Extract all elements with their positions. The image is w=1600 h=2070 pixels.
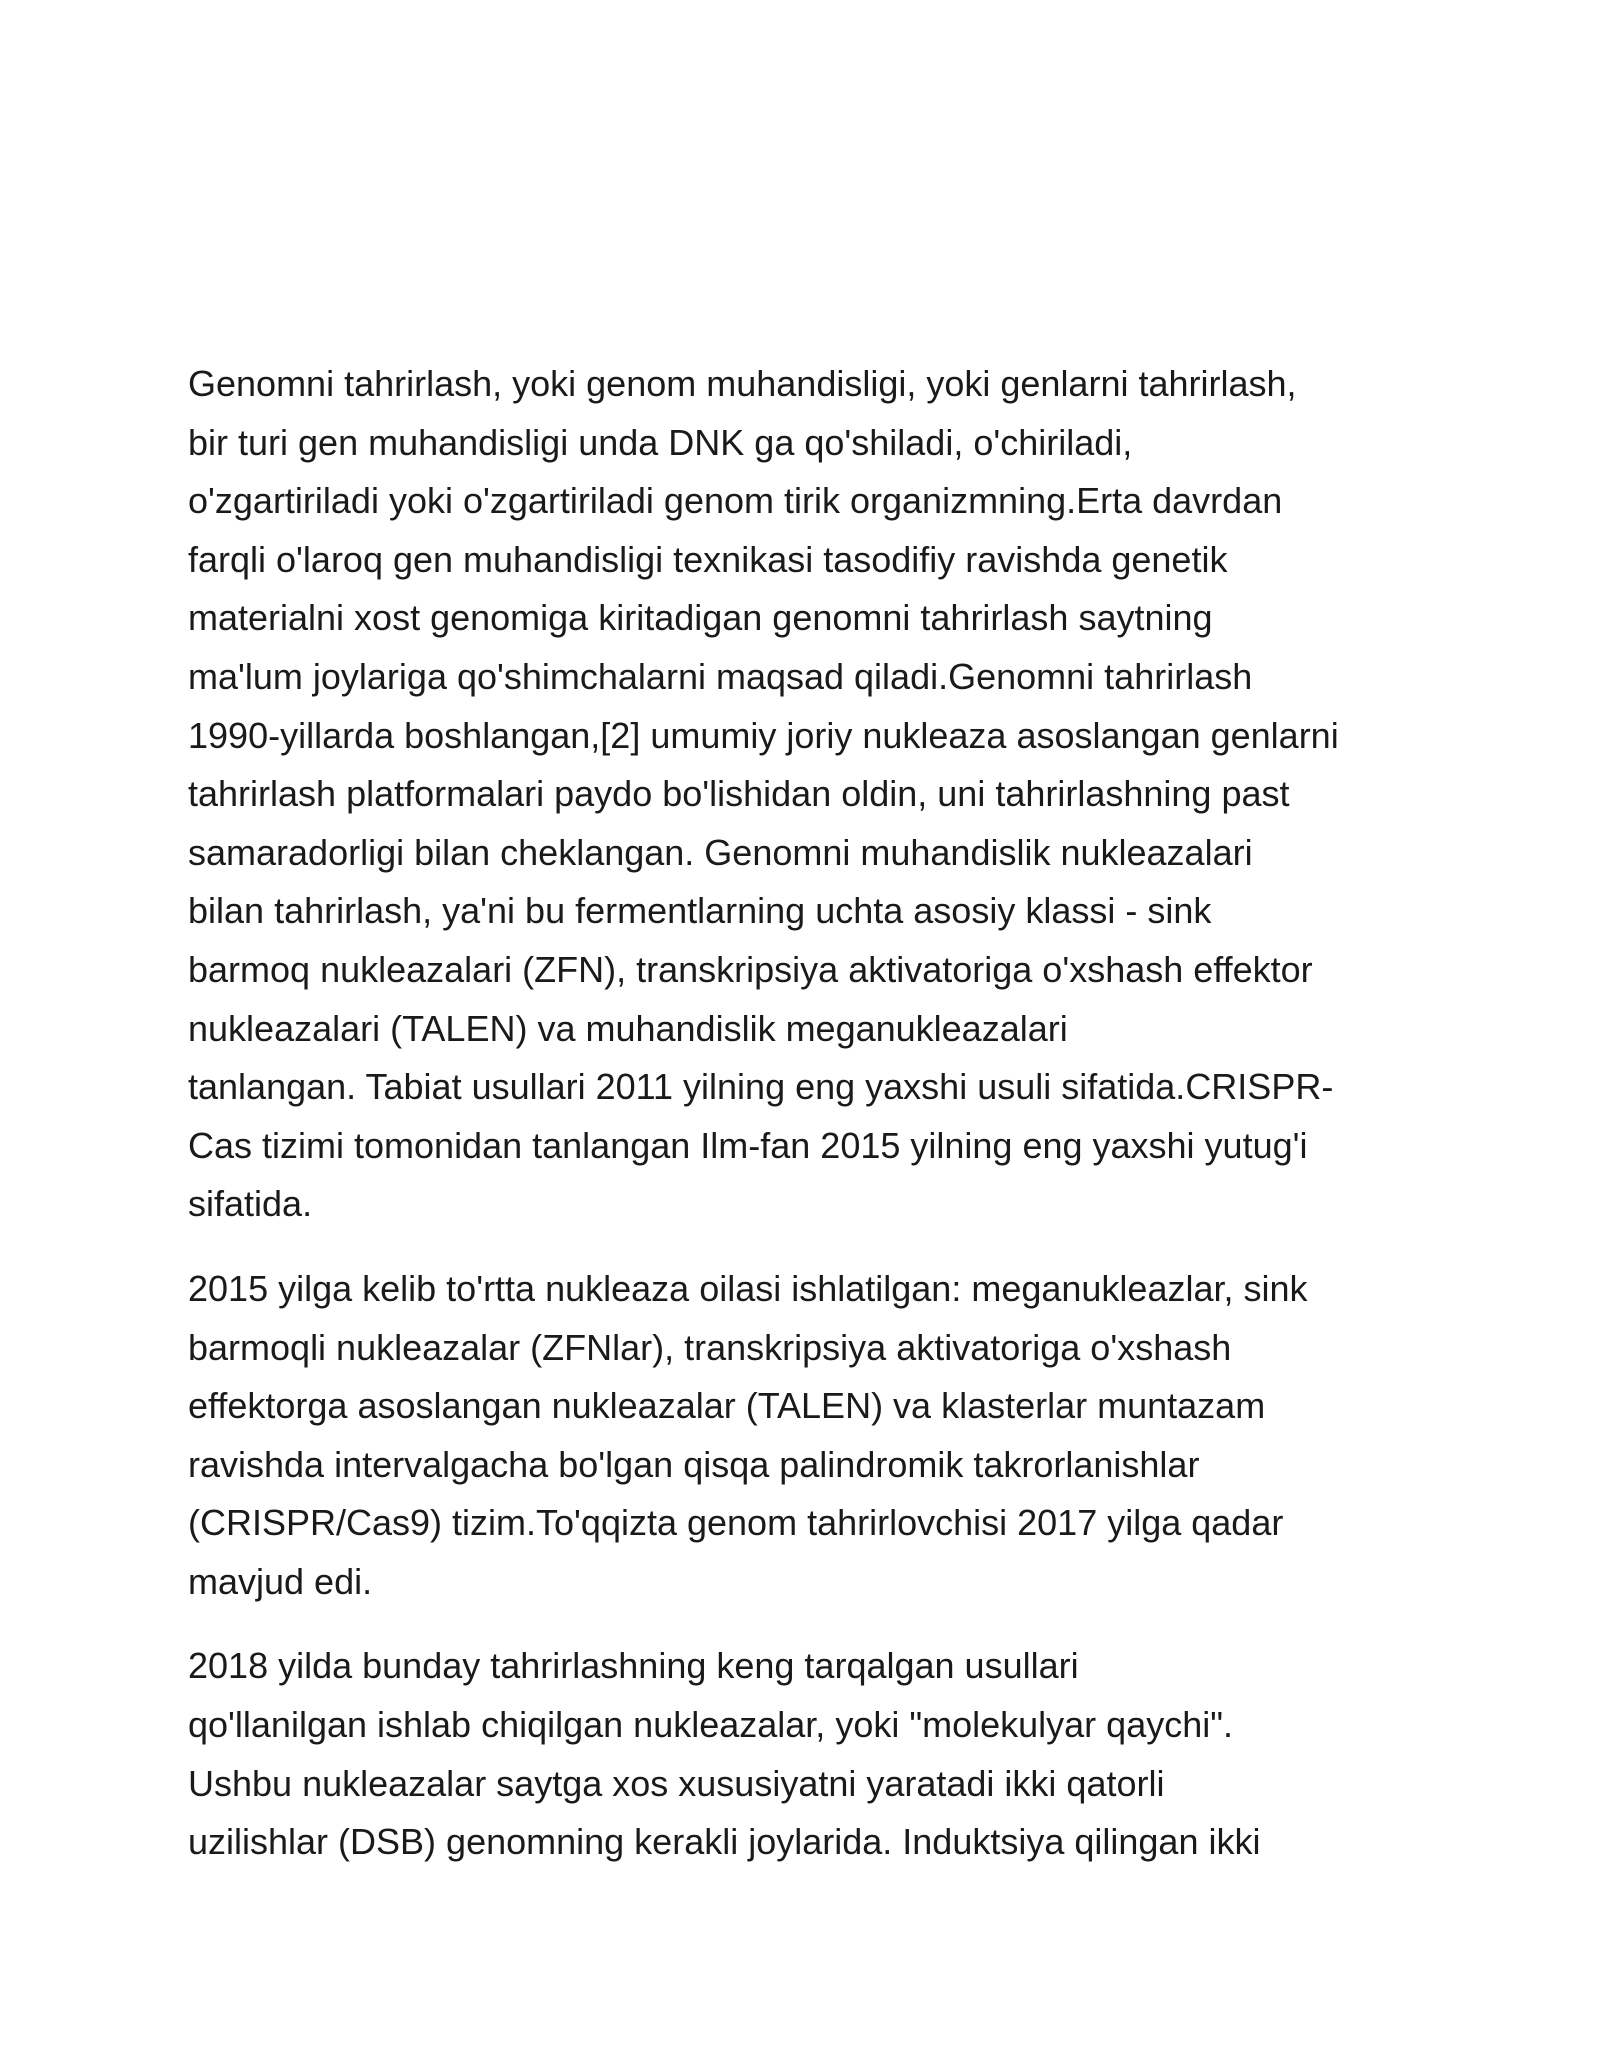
text-line: 2018 yilda bunday tahrirlashning keng tarqalgan usullari <box>188 1645 1079 1687</box>
text-line: sifatida. <box>188 1183 313 1225</box>
text-line: uzilishlar (DSB) genomning kerakli joylarida. Induktsiya qilingan ikki <box>188 1821 1261 1863</box>
text-line: Genomni tahrirlash, yoki genom muhandisligi, yoki genlarni tahrirlash, <box>188 363 1297 404</box>
text-line: tanlangan. Tabiat usullari 2011 yilning eng yaxshi usuli sifatida.CRISPR- <box>188 1066 1334 1108</box>
text-line: tahrirlash platformalari paydo bo'lishidan oldin, uni tahrirlashning past <box>188 773 1290 815</box>
text-line: effektorga asoslangan nukleazalar (TALEN) va klasterlar muntazam <box>188 1385 1266 1427</box>
text-line: Cas tizimi tomonidan tanlangan Ilm-fan 2015 yilning eng yaxshi yutug'i <box>188 1124 1308 1166</box>
text-line: barmoq nukleazalari (ZFN), transkripsiya aktivatoriga o'xshash effektor <box>188 948 1313 990</box>
text-line: samaradorligi bilan cheklangan. Genomni muhandislik nukleazalari <box>188 831 1253 873</box>
text-line: bir turi gen muhandisligi unda DNK ga qo'shiladi, o'chiriladi, <box>188 421 1133 463</box>
paragraph-3 <box>188 1637 1428 1871</box>
text-line: 1990-yillarda boshlangan,[2] umumiy joriy nukleaza asoslangan genlarni <box>188 714 1339 756</box>
paragraph-1 <box>188 355 1428 1234</box>
text-line: nukleazalari (TALEN) va muhandislik meganukleazalari <box>188 1007 1068 1049</box>
text-line: Ushbu nukleazalar saytga xos xususiyatni yaratadi ikki qatorli <box>188 1762 1165 1804</box>
text-line: qo'llanilgan ishlab chiqilgan nukleazalar, yoki "molekulyar qaychi". <box>188 1704 1234 1746</box>
text-line: ravishda intervalgacha bo'lgan qisqa palindromik takrorlanishlar <box>188 1443 1200 1485</box>
paragraph-2 <box>188 1260 1428 1612</box>
text-line: o'zgartiriladi yoki o'zgartiriladi genom tirik organizmning.Erta davrdan <box>188 480 1283 522</box>
text-line: (CRISPR/Cas9) tizim.To'qqizta genom tahrirlovchisi 2017 yilga qadar <box>188 1502 1284 1544</box>
text-line: farqli o'laroq gen muhandisligi texnikasi tasodifiy ravishda genetik <box>188 538 1228 580</box>
text-line: ma'lum joylariga qo'shimchalarni maqsad qiladi.Genomni tahrirlash <box>188 655 1253 697</box>
text-line: bilan tahrirlash, ya'ni bu fermentlarning uchta asosiy klassi - sink <box>188 890 1212 932</box>
document-body <box>188 355 1428 1898</box>
text-line: barmoqli nukleazalar (ZFNlar), transkripsiya aktivatoriga o'xshash <box>188 1326 1232 1368</box>
text-line: materialni xost genomiga kiritadigan genomni tahrirlash saytning <box>188 597 1213 639</box>
text-line: mavjud edi. <box>188 1560 373 1602</box>
text-line: 2015 yilga kelib to'rtta nukleaza oilasi ishlatilgan: meganukleazlar, sink <box>188 1267 1308 1309</box>
